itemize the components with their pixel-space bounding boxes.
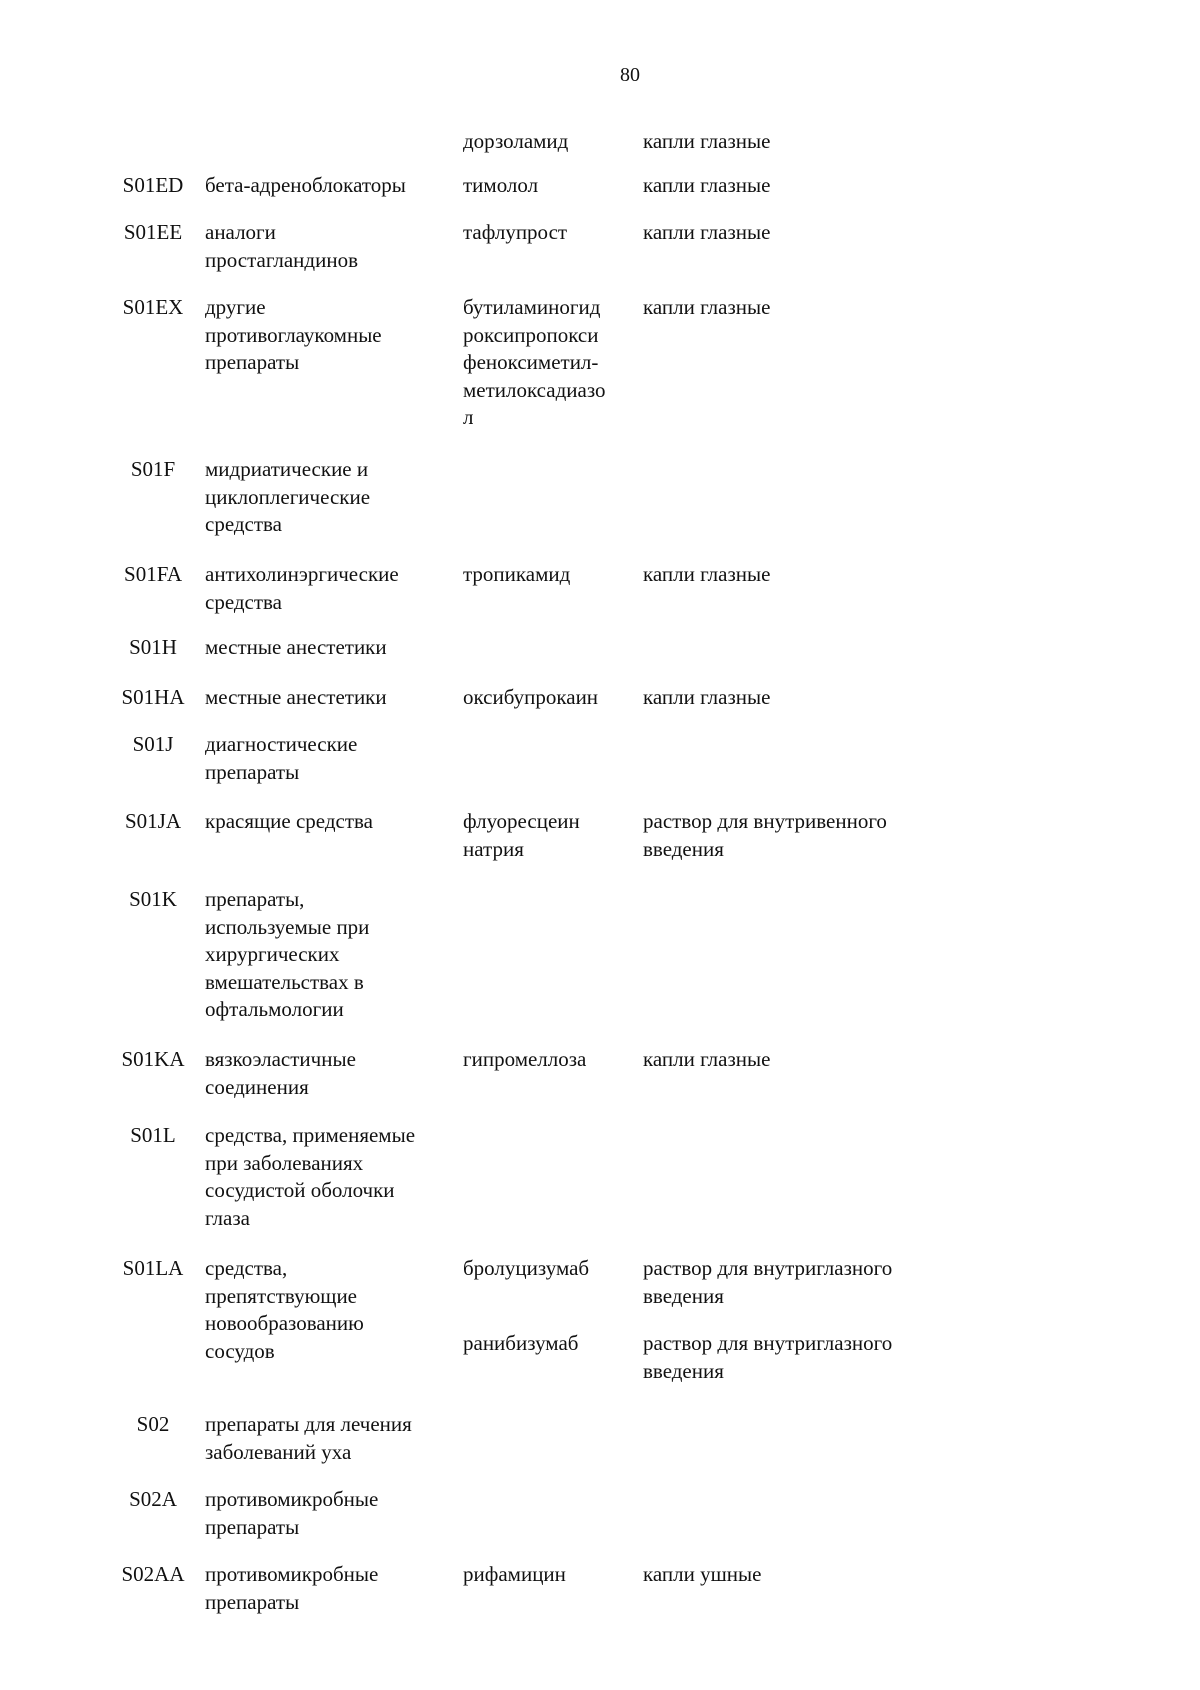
atc-group-name: препараты для лечения заболеваний уха: [205, 1412, 412, 1464]
atc-group-name: вязкоэластичные соединения: [205, 1047, 356, 1099]
drug-name: флуоресцеин натрия: [463, 809, 580, 861]
atc-code: S01H: [129, 635, 177, 659]
dosage-form: капли глазные: [643, 129, 771, 153]
atc-code: S01HA: [121, 685, 185, 709]
dosage-form: капли ушные: [643, 1562, 762, 1586]
atc-code: S01LA: [122, 1256, 184, 1280]
drug-name: оксибупрокаин: [463, 685, 599, 709]
drug-name: рифамицин: [463, 1562, 566, 1586]
atc-code: S02: [136, 1412, 170, 1436]
atc-code: S02AA: [121, 1562, 185, 1586]
dosage-form: капли глазные: [643, 562, 771, 586]
dosage-form: капли глазные: [643, 173, 771, 197]
drug-name: тимолол: [463, 173, 539, 197]
atc-code: S01JA: [124, 809, 182, 833]
atc-group-name: противомикробные препараты: [205, 1487, 379, 1539]
atc-group-name: другие противоглаукомные препараты: [205, 295, 382, 374]
dosage-form: раствор для внутриглазного введения: [643, 1256, 893, 1308]
dosage-form: раствор для внутриглазного введения: [643, 1331, 893, 1383]
atc-group-name: средства, препятствующие новообразованию сосудов: [205, 1256, 364, 1363]
atc-group-name: мидриатические и циклоплегические средства: [205, 457, 371, 536]
dosage-form: капли глазные: [643, 220, 771, 244]
atc-code: S01ED: [122, 173, 184, 197]
atc-group-name: красящие средства: [205, 809, 373, 833]
atc-group-name: аналоги простагландинов: [205, 220, 358, 272]
atc-code: S01KA: [121, 1047, 185, 1071]
atc-code: S01K: [129, 887, 177, 911]
atc-code: S01FA: [124, 562, 182, 586]
drug-name: дорзоламид: [463, 129, 569, 153]
atc-code: S01EE: [123, 220, 183, 244]
drug-name: тропикамид: [463, 562, 571, 586]
atc-code: S01EX: [122, 295, 184, 319]
atc-code: S02A: [129, 1487, 177, 1511]
atc-code: S01F: [130, 457, 176, 481]
atc-group-name: диагностические препараты: [205, 732, 358, 784]
atc-group-name: средства, применяемые при заболеваниях сосудистой оболочки глаза: [205, 1123, 416, 1230]
atc-code: S01J: [132, 732, 174, 756]
atc-group-name: антихолинэргические средства: [205, 562, 399, 614]
drug-name: тафлупрост: [463, 220, 568, 244]
dosage-form: капли глазные: [643, 1047, 771, 1071]
drug-name: гипромеллоза: [463, 1047, 587, 1071]
drug-name: ранибизумаб: [463, 1331, 579, 1355]
drug-name: бутиламиногид роксипропокси феноксиметил- метилоксадиазо л: [463, 295, 606, 429]
dosage-form: капли глазные: [643, 295, 771, 319]
atc-group-name: противомикробные препараты: [205, 1562, 379, 1614]
atc-group-name: бета-адреноблокаторы: [205, 173, 406, 197]
atc-code: S01L: [130, 1123, 176, 1147]
dosage-form: раствор для внутривенного введения: [643, 809, 887, 861]
dosage-form: капли глазные: [643, 685, 771, 709]
drug-name: бролуцизумаб: [463, 1256, 590, 1280]
page-number: 80: [620, 64, 640, 86]
atc-group-name: препараты, используемые при хирургических вмешательствах в офтальмологии: [205, 887, 370, 1021]
atc-group-name: местные анестетики: [205, 685, 387, 709]
atc-group-name: местные анестетики: [205, 635, 387, 659]
